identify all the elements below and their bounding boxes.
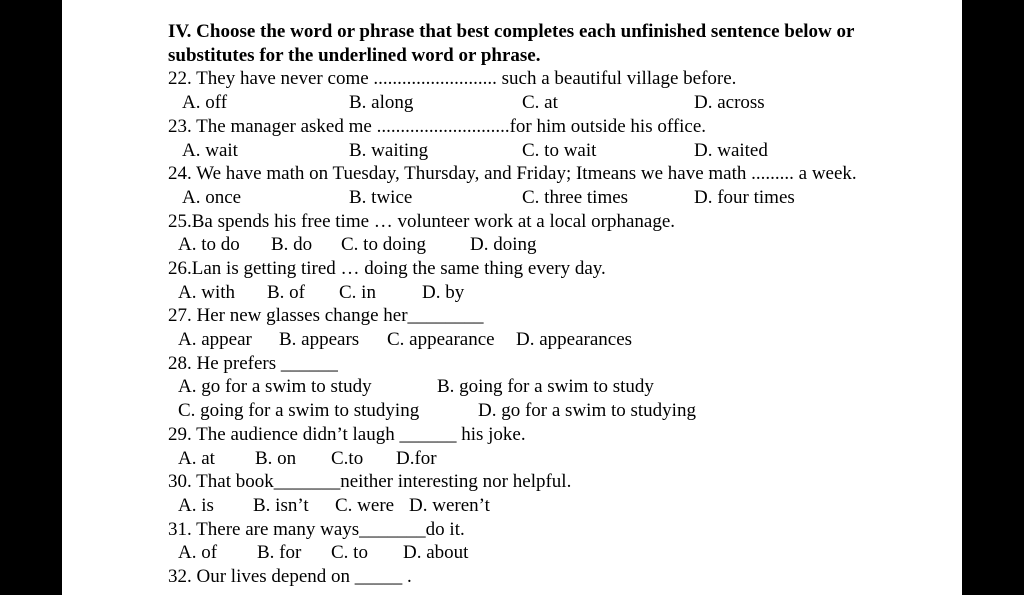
option-24-a: A. once <box>182 186 242 208</box>
option-31-d: D. about <box>403 542 469 564</box>
option-25-a: A. to do <box>178 234 240 256</box>
option-28-d: D. go for a swim to studying <box>478 400 696 422</box>
option-29-a: A. at <box>178 447 215 469</box>
question-25: 25.Ba spends his free time … volunteer work at a local orphanage. <box>168 210 676 232</box>
option-26-b: B. of <box>267 281 305 303</box>
option-27-b: B. appears <box>279 329 360 351</box>
question-31: 31. There are many ways_______do it. <box>168 518 465 540</box>
option-26-c: C. in <box>339 281 376 303</box>
question-26: 26.Lan is getting tired … doing the same thing every day. <box>168 257 606 279</box>
option-26-d: D. by <box>422 281 465 303</box>
options-22 <box>168 91 958 115</box>
option-23-b: B. waiting <box>349 139 429 161</box>
option-27-d: D. appearances <box>516 329 633 351</box>
options-24 <box>168 186 958 210</box>
option-24-b: B. twice <box>349 186 413 208</box>
option-22-b: B. along <box>349 92 414 114</box>
options-23 <box>168 139 958 163</box>
option-27-c: C. appearance <box>387 329 495 351</box>
options-29 <box>168 447 958 471</box>
section-heading: IV. Choose the word or phrase that best completes each unfinished sentence below or <box>168 21 855 42</box>
options-28-row2 <box>168 399 958 423</box>
question-27: 27. Her new glasses change her________ <box>168 305 484 327</box>
option-25-d: D. doing <box>470 234 537 256</box>
option-31-b: B. for <box>257 542 302 564</box>
options-25 <box>168 233 958 257</box>
option-29-c: C.to <box>331 447 364 469</box>
question-32: 32. Our lives depend on _____ . <box>168 566 412 587</box>
option-25-c: C. to doing <box>341 234 426 256</box>
option-30-a: A. is <box>178 494 214 516</box>
option-26-a: A. with <box>178 281 235 303</box>
option-30-c: C. were <box>335 494 395 516</box>
question-28: 28. He prefers ______ <box>168 352 338 374</box>
options-30 <box>168 494 958 518</box>
question-23: 23. The manager asked me ............................for him outside his office. <box>168 115 707 137</box>
option-22-c: C. at <box>522 92 558 114</box>
option-28-a: A. go for a swim to study <box>178 376 372 398</box>
question-24: 24. We have math on Tuesday, Thursday, and Friday; Itmeans we have math ......... a week. <box>168 163 857 185</box>
option-30-d: D. weren’t <box>409 494 490 516</box>
question-30: 30. That book_______neither interesting nor helpful. <box>168 471 572 493</box>
option-28-c: C. going for a swim to studying <box>178 400 420 422</box>
section-heading-continued: substitutes for the underlined word or phrase. <box>168 44 541 66</box>
option-30-b: B. isn’t <box>253 494 309 516</box>
option-24-c: C. three times <box>522 186 629 208</box>
option-29-b: B. on <box>255 447 297 469</box>
options-28-row1 <box>168 375 958 399</box>
question-22: 22. They have never come .......................... such a beautiful village before. <box>168 68 737 90</box>
option-27-a: A. appear <box>178 329 252 351</box>
question-29: 29. The audience didn’t laugh ______ his joke. <box>168 423 526 445</box>
option-24-d: D. four times <box>694 186 795 208</box>
options-26 <box>168 281 958 305</box>
option-23-a: A. wait <box>182 139 238 161</box>
option-22-d: D. across <box>694 92 765 114</box>
options-31 <box>168 541 958 565</box>
option-23-c: C. to wait <box>522 139 597 161</box>
option-25-b: B. do <box>271 234 313 256</box>
exercise-section <box>168 20 958 589</box>
option-23-d: D. waited <box>694 139 768 161</box>
option-31-c: C. to <box>331 542 368 564</box>
option-29-d: D.for <box>396 447 437 469</box>
document-page <box>62 0 962 595</box>
option-31-a: A. of <box>178 542 218 564</box>
options-27 <box>168 328 958 352</box>
option-22-a: A. off <box>182 92 228 114</box>
option-28-b: B. going for a swim to study <box>437 376 654 398</box>
